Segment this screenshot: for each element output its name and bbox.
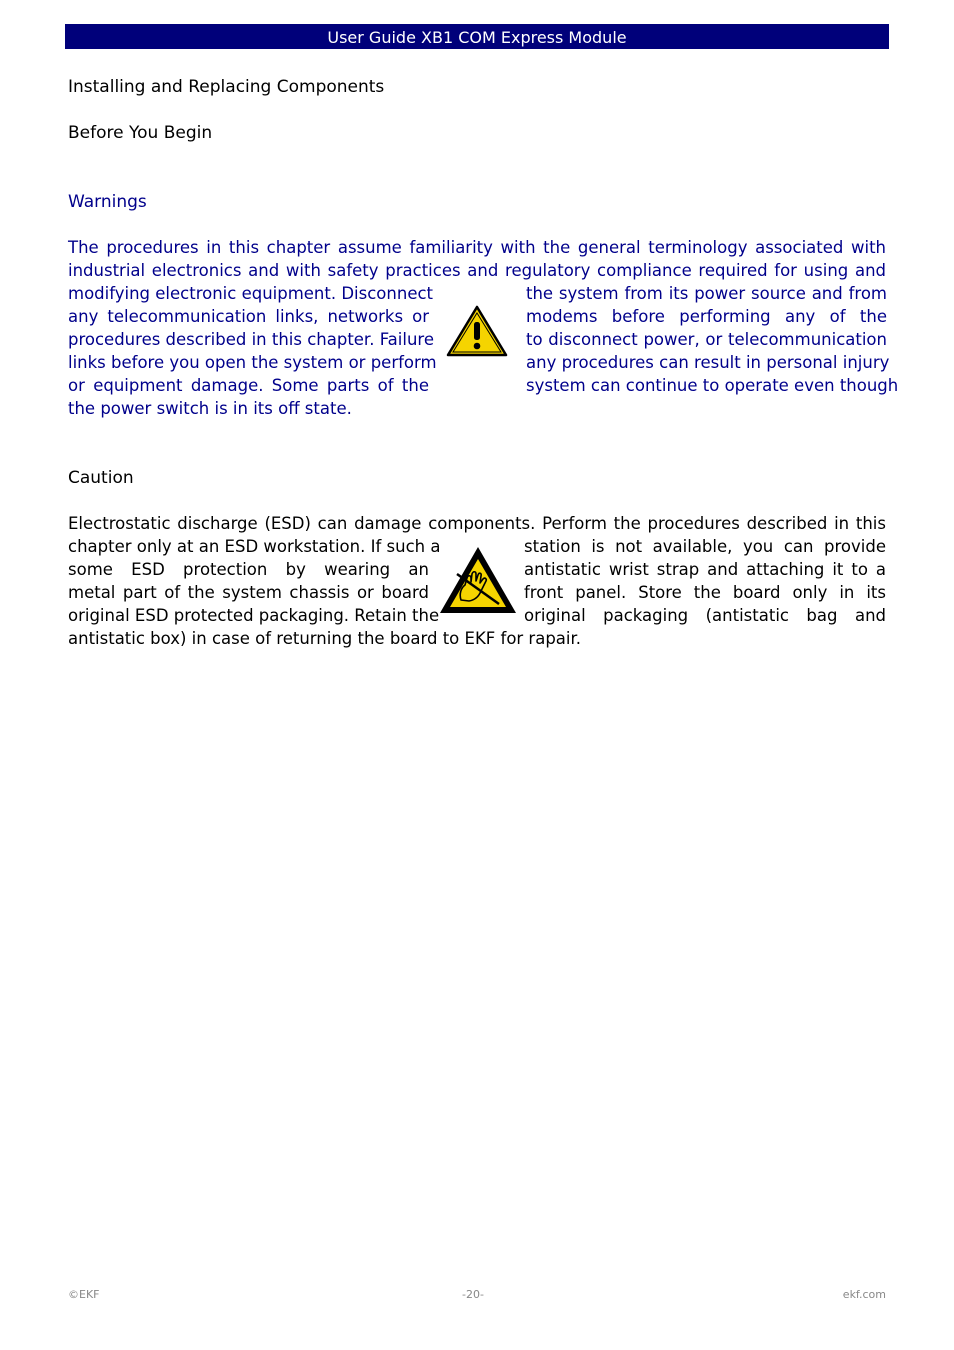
warnings-text-line: any telecommunication links, networks or <box>68 307 429 326</box>
warnings-text-line: any procedures can result in personal injury <box>526 353 890 372</box>
warnings-text-line: modems before performing any of the <box>526 307 887 326</box>
warnings-text-line: the system from its power source and from <box>526 284 887 303</box>
warnings-text-line: system can continue to operate even though <box>526 376 899 395</box>
caution-text-line: original ESD protected packaging. Retain the <box>68 606 440 625</box>
warning-exclamation-icon <box>446 305 508 357</box>
warnings-text-line: to disconnect power, or telecommunication <box>526 330 887 349</box>
footer-page-number: -20- <box>462 1288 484 1301</box>
caution-text-line: some ESD protection by wearing an <box>68 560 429 579</box>
caution-text-line: antistatic wrist strap and attaching it to a <box>524 560 886 579</box>
esd-warning-icon <box>437 544 519 616</box>
section-heading-before-you-begin: Before You Begin <box>68 123 213 143</box>
section-heading-caution: Caution <box>68 468 134 488</box>
warnings-text-line: modifying electronic equipment. Disconnect <box>68 284 434 303</box>
warnings-text-line: or equipment damage. Some parts of the <box>68 376 429 395</box>
warnings-text-line: The procedures in this chapter assume familiarity with the general terminology associated with <box>68 238 886 257</box>
caution-text-line: Electrostatic discharge (ESD) can damage components. Perform the procedures described in this <box>68 514 886 533</box>
page-header: User Guide XB1 COM Express Module <box>65 24 889 49</box>
caution-text-line: chapter only at an ESD workstation. If such a <box>68 537 441 556</box>
caution-text-line: original packaging (antistatic bag and <box>524 606 886 625</box>
caution-text-line: front panel. Store the board only in its <box>524 583 886 602</box>
warnings-text-line: procedures described in this chapter. Failure <box>68 330 434 349</box>
caution-text-line: antistatic box) in case of returning the board to EKF for rapair. <box>68 629 582 648</box>
caution-text-line: metal part of the system chassis or board <box>68 583 429 602</box>
warnings-text-line: the power switch is in its off state. <box>68 399 352 418</box>
caution-text-line: station is not available, you can provide <box>524 537 886 556</box>
section-heading-installing: Installing and Replacing Components <box>68 77 385 97</box>
warnings-text-line: links before you open the system or perform <box>68 353 437 372</box>
section-heading-warnings: Warnings <box>68 192 147 212</box>
footer-copyright: ©EKF <box>68 1288 100 1301</box>
footer-website: ekf.com <box>842 1288 886 1301</box>
warnings-text-line: industrial electronics and with safety practices and regulatory compliance required for using and <box>68 261 886 280</box>
